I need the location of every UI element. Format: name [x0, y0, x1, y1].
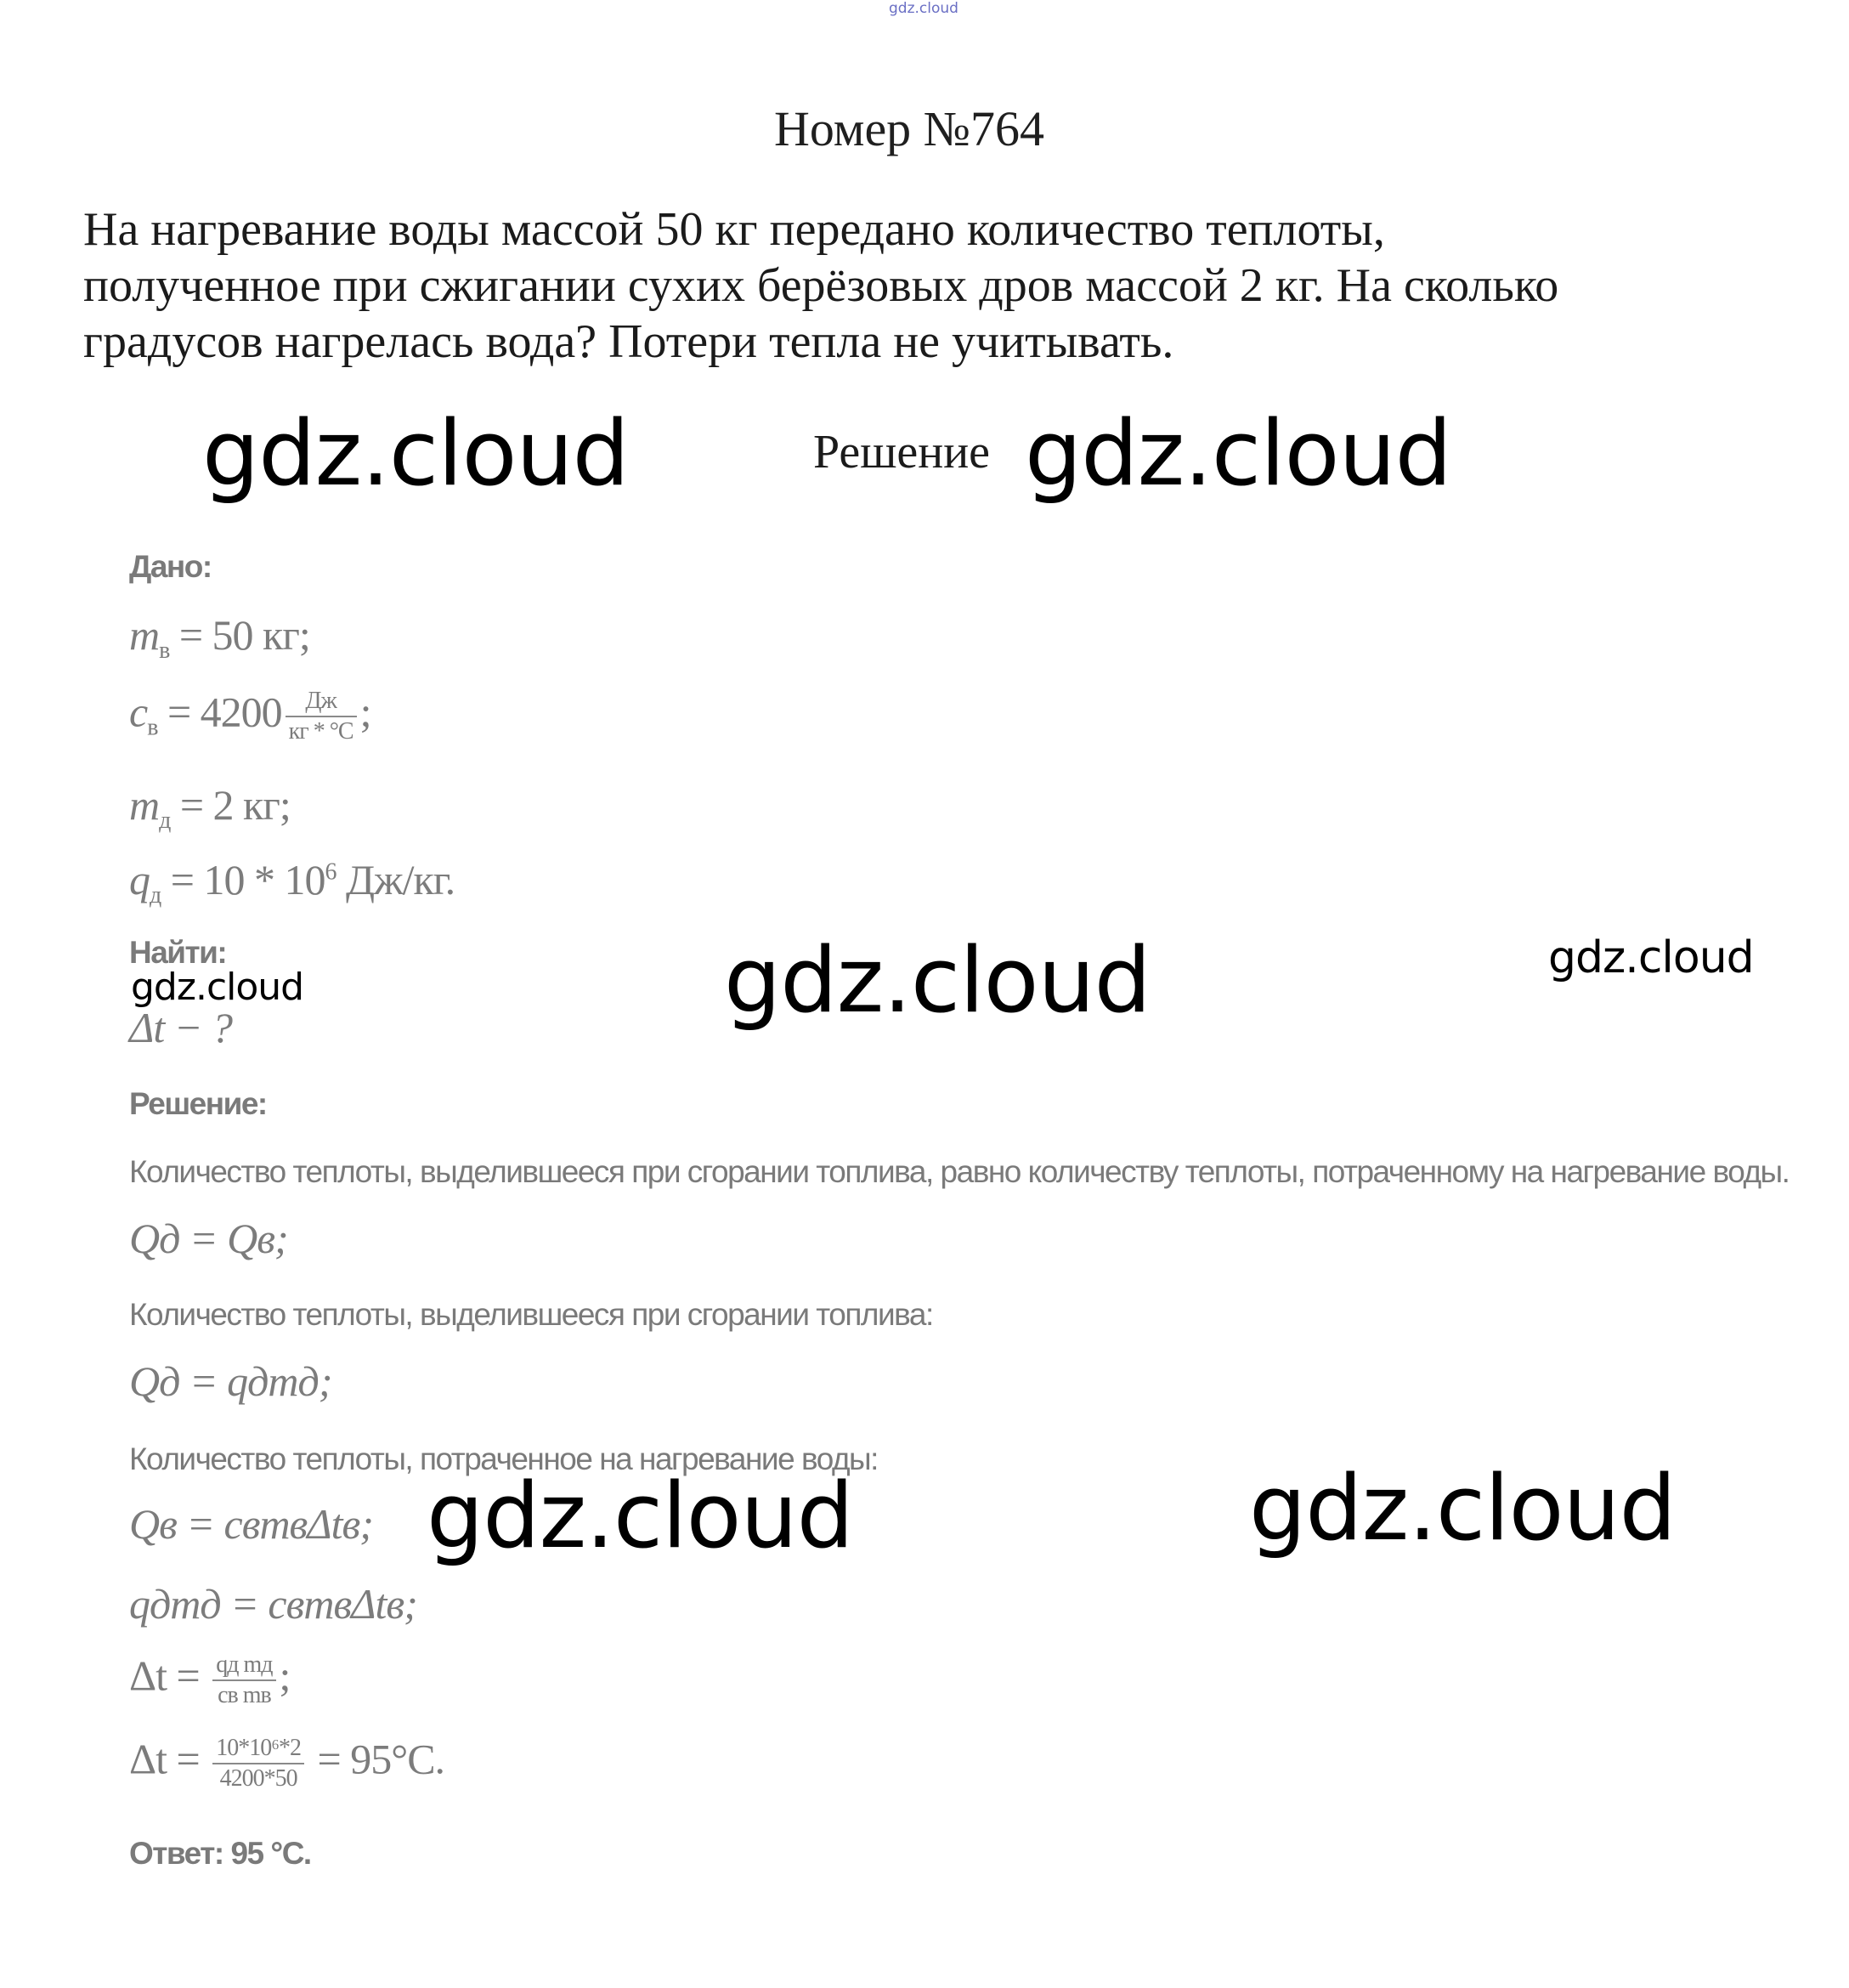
- solution-text: Количество теплоты, выделившееся при сгорании топлива, равно количеству теплоты, потраченному на нагревание воды.: [129, 1154, 1790, 1189]
- problem-line: градусов нагрелась вода? Потери тепла не учитывать.: [83, 315, 1174, 368]
- find-target: Δt − ?: [129, 1004, 232, 1051]
- equation: Qд = qдmд;: [129, 1357, 332, 1405]
- watermark: gdz.cloud: [1548, 932, 1754, 983]
- equation-fraction: Δt = $\frac{\text{qд mд}}{\text{cв mв}}$ ;: [129, 1651, 291, 1708]
- problem-statement: [83, 201, 1783, 370]
- answer: Ответ: 95 °C.: [129, 1836, 311, 1871]
- find-label: Найти:: [129, 935, 227, 970]
- watermark: gdz.cloud: [1025, 401, 1451, 506]
- watermark: gdz.cloud: [131, 966, 304, 1009]
- solution-heading: Решение: [813, 426, 991, 479]
- given-heat-of-combustion: $q_д = 10 * 10^6$ Дж/кг.: [129, 856, 455, 909]
- watermark: gdz.cloud: [724, 928, 1151, 1033]
- given-label: Дано:: [129, 549, 212, 584]
- equation-result: Δt = $\frac{\text{10*10⁶*2}}{4200*50}$ = 95°C.: [129, 1735, 445, 1792]
- problem-line: полученное при сжигании сухих берёзовых дров массой 2 кг. На сколько: [83, 259, 1559, 312]
- given-mass-water: $m_в = 50$ кг;: [129, 611, 310, 664]
- equation: Qд = Qв;: [129, 1215, 288, 1262]
- solution-text: Количество теплоты, выделившееся при сгорании топлива:: [129, 1297, 933, 1332]
- given-mass-wood: $m_д = 2$ кг;: [129, 781, 291, 834]
- watermark: gdz.cloud: [1249, 1456, 1676, 1560]
- problem-line: На нагревание воды массой 50 кг передано количество теплоты,: [83, 203, 1385, 256]
- equation: Qв = cвmвΔtв;: [129, 1500, 373, 1548]
- site-mark: gdz.cloud: [889, 0, 958, 17]
- equation: qдmд = cвmвΔtв;: [129, 1580, 417, 1628]
- given-heat-capacity: $c_в = 4200$ $\frac{Дж}{кг * ^\circ C}$ ;: [129, 688, 371, 745]
- page-title: Номер №764: [773, 101, 1045, 156]
- solution-label: Решение:: [129, 1086, 267, 1121]
- watermark: gdz.cloud: [202, 401, 629, 506]
- solution-text: Количество теплоты, потраченное на нагревание воды:: [129, 1441, 878, 1476]
- watermark: gdz.cloud: [427, 1464, 853, 1568]
